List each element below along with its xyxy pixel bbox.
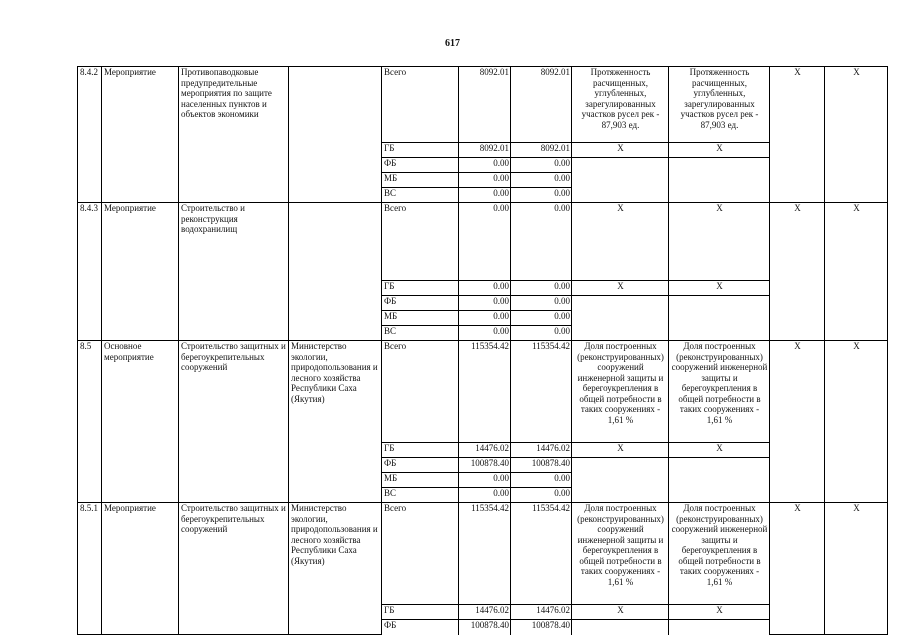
funding-source: ГБ	[382, 443, 459, 458]
activity-type: Мероприятие	[102, 67, 179, 203]
activity-type: Мероприятие	[102, 503, 179, 635]
funding-source: ВС	[382, 326, 459, 341]
funding-source: ВС	[382, 188, 459, 203]
funding-source: ГБ	[382, 143, 459, 158]
funding-source: ФБ	[382, 458, 459, 473]
funding-value-1: 0.00	[459, 158, 511, 173]
funding-source: Всего	[382, 203, 459, 281]
activity-name: Строительство защитных и берегоукрепительных сооружений	[179, 341, 289, 503]
activity-executor	[289, 203, 382, 341]
funding-value-2: 0.00	[511, 311, 572, 326]
indicator-x-cell: X	[669, 443, 770, 458]
funding-value-2: 0.00	[511, 281, 572, 296]
funding-value-1: 115354.42	[459, 341, 511, 443]
activity-code: 8.4.3	[78, 203, 102, 341]
funding-value-2: 115354.42	[511, 341, 572, 443]
indicator-cell: X	[669, 203, 770, 281]
x-mark-cell: X	[825, 203, 888, 341]
blank-cell	[572, 296, 669, 341]
funding-value-2: 8092.01	[511, 67, 572, 143]
blank-cell	[572, 620, 669, 635]
indicator-x-cell: X	[572, 143, 669, 158]
funding-value-2: 14476.02	[511, 605, 572, 620]
indicator-cell: X	[572, 203, 669, 281]
funding-value-2: 0.00	[511, 173, 572, 188]
funding-value-2: 14476.02	[511, 443, 572, 458]
funding-value-1: 0.00	[459, 473, 511, 488]
funding-source: МБ	[382, 311, 459, 326]
activity-executor: Министерство экологии, природопользования и лесного хозяйства Республики Саха (Якутия)	[289, 503, 382, 635]
blank-cell	[669, 296, 770, 341]
indicator-cell: Доля построенных (реконструированных) сооружений инженерной защиты и берегоукрепления в общей потребности в таких сооружениях - 1,61 %	[572, 341, 669, 443]
indicator-cell: Протяженность расчищенных, углубленных, зарегулированных участков русел рек - 87,903 ед.	[572, 67, 669, 143]
activity-code: 8.4.2	[78, 67, 102, 203]
funding-source: МБ	[382, 173, 459, 188]
indicator-x-cell: X	[669, 143, 770, 158]
indicator-cell: Протяженность расчищенных, углубленных, зарегулированных участков русел рек - 87,903 ед.	[669, 67, 770, 143]
funding-source: Всего	[382, 67, 459, 143]
funding-value-1: 0.00	[459, 188, 511, 203]
funding-source: МБ	[382, 473, 459, 488]
funding-value-2: 0.00	[511, 488, 572, 503]
indicator-x-cell: X	[669, 605, 770, 620]
funding-source: ФБ	[382, 296, 459, 311]
funding-value-1: 100878.40	[459, 458, 511, 473]
indicator-x-cell: X	[572, 605, 669, 620]
funding-value-2: 0.00	[511, 296, 572, 311]
activity-name: Строительство и реконструкция водохранилищ	[179, 203, 289, 341]
page-number: 617	[445, 38, 460, 49]
program-activities-table	[77, 66, 888, 635]
funding-value-1: 0.00	[459, 203, 511, 281]
funding-value-2: 115354.42	[511, 503, 572, 605]
x-mark-cell: X	[770, 341, 825, 503]
funding-value-1: 14476.02	[459, 443, 511, 458]
activity-name: Строительство защитных и берегоукрепительных сооружений	[179, 503, 289, 635]
funding-value-1: 14476.02	[459, 605, 511, 620]
funding-value-2: 100878.40	[511, 458, 572, 473]
table-row	[78, 67, 888, 143]
funding-value-1: 0.00	[459, 488, 511, 503]
funding-value-1: 8092.01	[459, 143, 511, 158]
blank-cell	[572, 458, 669, 503]
funding-value-2: 0.00	[511, 188, 572, 203]
funding-source: ФБ	[382, 620, 459, 635]
funding-source: ФБ	[382, 158, 459, 173]
funding-value-2: 0.00	[511, 326, 572, 341]
funding-source: ГБ	[382, 281, 459, 296]
funding-value-2: 8092.01	[511, 143, 572, 158]
funding-value-1: 0.00	[459, 326, 511, 341]
funding-source: ГБ	[382, 605, 459, 620]
blank-cell	[669, 620, 770, 635]
activity-code: 8.5	[78, 341, 102, 503]
funding-value-1: 100878.40	[459, 620, 511, 635]
funding-value-1: 115354.42	[459, 503, 511, 605]
funding-value-1: 8092.01	[459, 67, 511, 143]
x-mark-cell: X	[825, 341, 888, 503]
activity-name: Противопаводковые предупредительные мероприятия по защите населенных пунктов и объектов экономики	[179, 67, 289, 203]
activity-type: Основное мероприятие	[102, 341, 179, 503]
funding-source: Всего	[382, 503, 459, 605]
activity-executor	[289, 67, 382, 203]
funding-value-1: 0.00	[459, 173, 511, 188]
table-row	[78, 503, 888, 605]
blank-cell	[669, 158, 770, 203]
funding-source: ВС	[382, 488, 459, 503]
blank-cell	[669, 458, 770, 503]
indicator-cell: Доля построенных (реконструированных) сооружений инженерной защиты и берегоукрепления в общей потребности в таких сооружениях - 1,61 %	[669, 503, 770, 605]
funding-value-2: 100878.40	[511, 620, 572, 635]
indicator-cell: Доля построенных (реконструированных) сооружений инженерной защиты и берегоукрепления в общей потребности в таких сооружениях - 1,61 %	[669, 341, 770, 443]
funding-value-2: 0.00	[511, 473, 572, 488]
funding-value-2: 0.00	[511, 158, 572, 173]
activity-executor: Министерство экологии, природопользования и лесного хозяйства Республики Саха (Якутия)	[289, 341, 382, 503]
indicator-x-cell: X	[572, 443, 669, 458]
indicator-cell: Доля построенных (реконструированных) сооружений инженерной защиты и берегоукрепления в общей потребности в таких сооружениях - 1,61 %	[572, 503, 669, 605]
x-mark-cell: X	[825, 67, 888, 203]
activity-type: Мероприятие	[102, 203, 179, 341]
activity-code: 8.5.1	[78, 503, 102, 635]
funding-value-1: 0.00	[459, 296, 511, 311]
table-row	[78, 203, 888, 281]
x-mark-cell: X	[770, 503, 825, 635]
x-mark-cell: X	[770, 203, 825, 341]
x-mark-cell: X	[770, 67, 825, 203]
blank-cell	[572, 158, 669, 203]
table-row	[78, 341, 888, 443]
indicator-x-cell: X	[669, 281, 770, 296]
funding-source: Всего	[382, 341, 459, 443]
funding-value-1: 0.00	[459, 281, 511, 296]
indicator-x-cell: X	[572, 281, 669, 296]
funding-value-2: 0.00	[511, 203, 572, 281]
x-mark-cell: X	[825, 503, 888, 635]
funding-value-1: 0.00	[459, 311, 511, 326]
